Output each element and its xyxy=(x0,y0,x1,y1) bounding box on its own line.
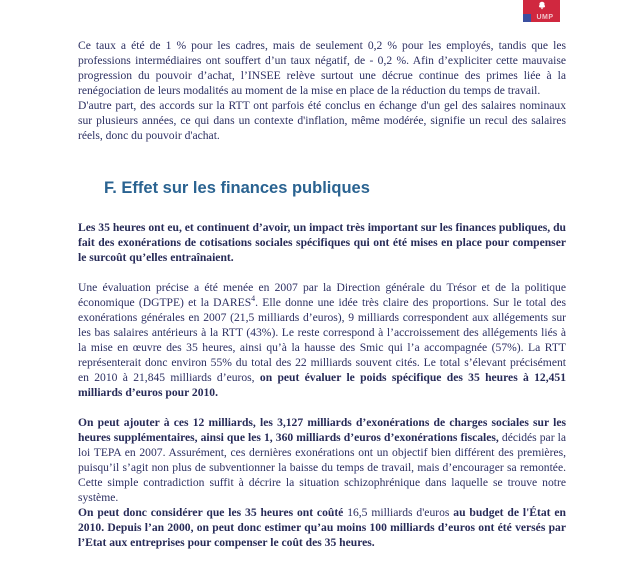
paragraph-taux-cadres xyxy=(78,38,566,98)
ump-logo xyxy=(523,0,560,22)
text-run: Les 35 heures ont eu, et continuent d’avoir, un impact très important sur les finances publiques, du fait des exonérations de cotisations sociales spécifiques qui ont été mises en place pour compenser le surcoût qu’elles entraînaient. xyxy=(78,221,566,264)
paragraph-impact-finances xyxy=(78,220,566,265)
paragraph-accords-rtt xyxy=(78,98,566,143)
paragraph-cout-35-heures xyxy=(78,505,566,550)
text-run: Une évaluation précise a été menée en 2007 par la Direction générale du Trésor et de la politique économique (DGTPE) et la DARES xyxy=(78,281,566,309)
tree-icon xyxy=(536,1,547,12)
text-run: on peut évaluer le poids spécifique des 35 heures à 12,451 milliards d’euros pour 2010. xyxy=(78,371,566,399)
text-run: décidés par la loi TEPA en 2007. Assurément, ces dernières exonérations ont un objectif bien différent des premières, puisqu’il s’agit non plus de subventionner la baisse du temps de travail, mais d’encourager sa remontée. Cette simple contradiction suffit à décrire la situation schizophrénique dans laquelle se trouve notre système. xyxy=(78,431,567,504)
text-run: D'autre part, des accords sur la RTT ont parfois été conclus en échange d'un gel des salaires nominaux sur plusieurs années, ce qui dans un contexte d'inflation, même modérée, signifie un recul des salaires réels, donc du pouvoir d'achat. xyxy=(78,99,566,142)
text-run: On peut donc considérer que les 35 heures ont coûté xyxy=(78,506,348,519)
text-run: Ce taux a été de 1 % pour les cadres, mais de seulement 0,2 % pour les employés, tandis que les professions intermédiaires ont souffert d’un taux négatif, de - 0,2 %. Afin d’expliciter cette mauvaise progression du pouvoir d’achat, l’INSEE relève surtout une décrue continue des primes liée à la renégociation de leurs modalités au moment de la mise en place de la réduction du temps de travail. xyxy=(78,39,566,97)
text-run: . Elle donne une idée très claire des proportions. Sur le total des exonérations générales en 2007 (21,5 milliards d’euros), 9 milliards correspondent aux allégements sur les bas salaires antérieurs à la RTT (43%). Le reste correspond à l’accroissement des allégements liés à la mise en œuvre des 35 heures, ainsi qu’à la hausse des Smic qui l’a accompagnée (57%). La RTT représenterait donc environ 55% du total des 22 milliards souvent cités. Le total s’élevant précisément en 2010 à 21,845 milliards d’euros, xyxy=(78,296,566,384)
text-run: 16,5 milliards d'euros xyxy=(347,506,454,519)
paragraph-exonerations-tepa xyxy=(78,415,566,505)
footnote-marker: 4 xyxy=(251,294,256,304)
document-body xyxy=(78,38,566,550)
ump-logo-label: UMP xyxy=(536,14,554,21)
text-run: au budget de l'État en 2010. Depuis l’an 2000, on peut donc estimer qu’au moins 100 milliards d’euros ont été versés par l’Etat aux entreprises pour compenser le coût des 35 heures. xyxy=(78,506,566,549)
section-heading-finances-publiques: F. Effet sur les finances publiques xyxy=(104,179,370,197)
text-run: On peut ajouter à ces 12 milliards, les 3,127 milliards d’exonérations de charges sociales sur les heures supplémentaires, ainsi que les 1, 360 milliards d’euros d’exonérations fiscales, xyxy=(78,416,566,444)
paragraph-evaluation-dgtpe xyxy=(78,280,566,400)
